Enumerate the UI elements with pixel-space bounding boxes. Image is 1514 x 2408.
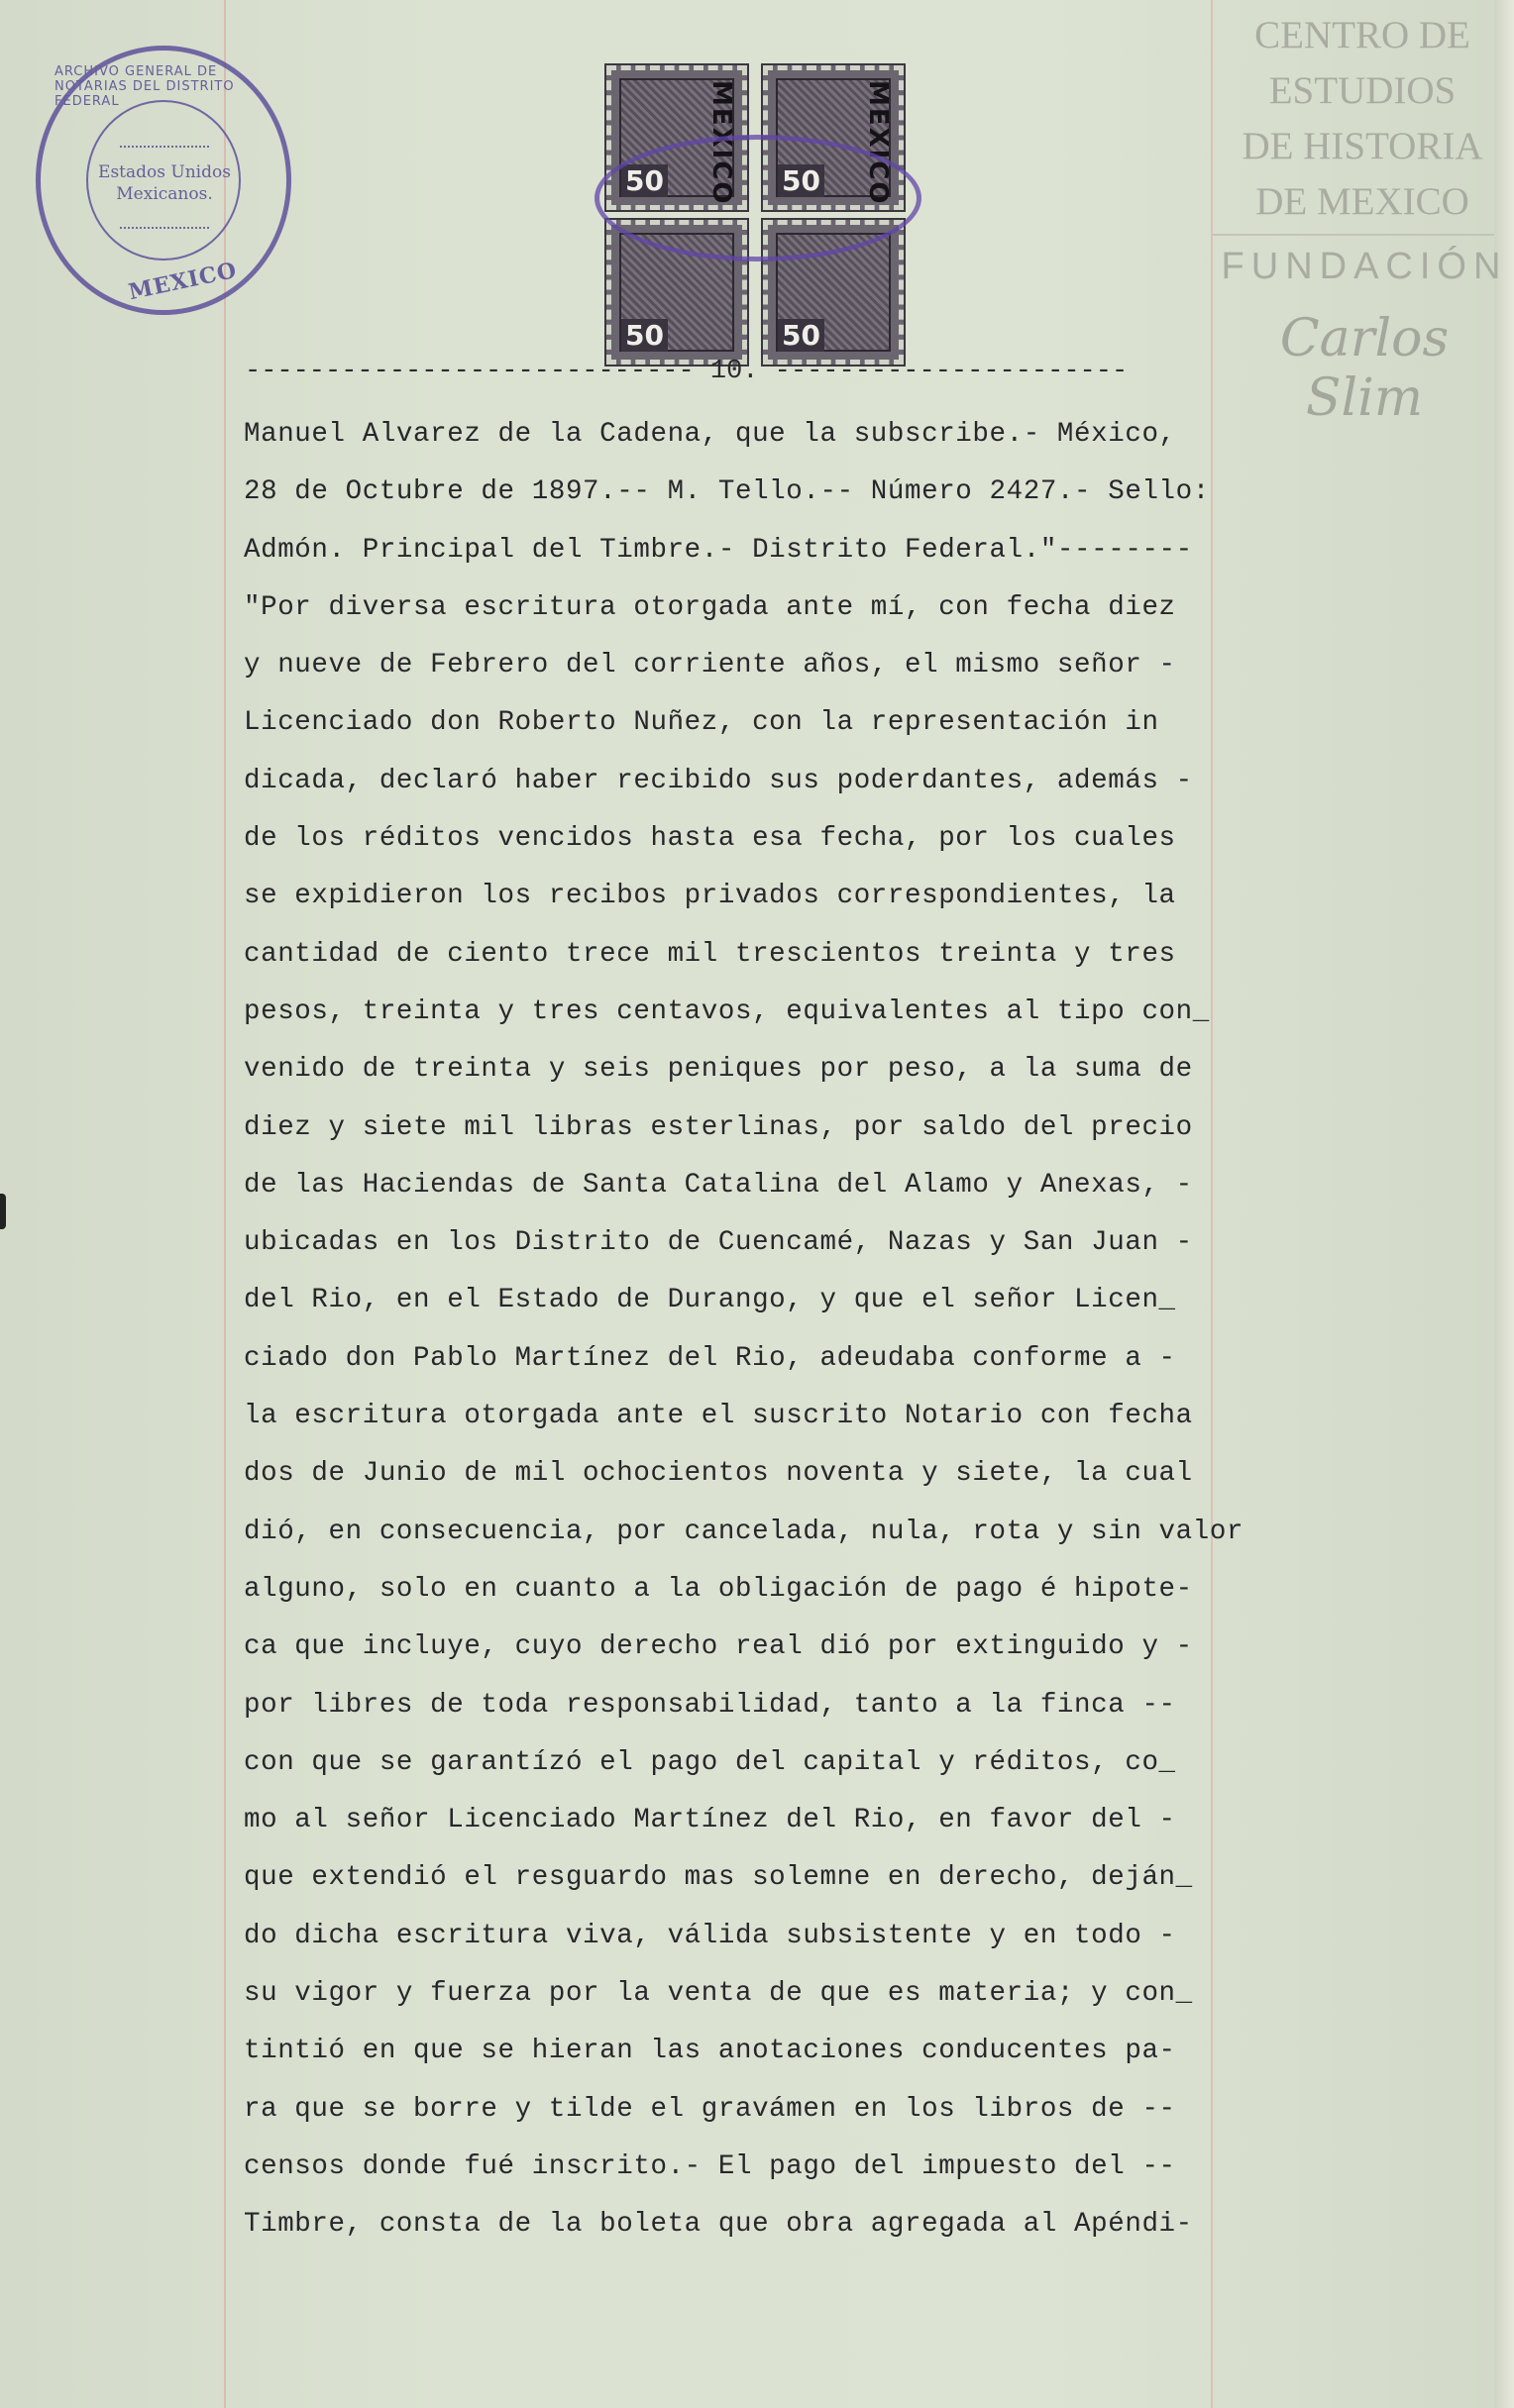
text-line: do dicha escritura viva, válida subsistente y en todo - xyxy=(244,1920,1176,1951)
seal-center-text xyxy=(90,161,239,205)
archive-watermark xyxy=(1219,8,1506,230)
seal-divider xyxy=(120,227,209,229)
watermark-line: DE MEXICO xyxy=(1255,180,1469,223)
watermark-line: CENTRO DE xyxy=(1254,14,1470,56)
text-line: de los réditos vencidos hasta esa fecha, por los cuales xyxy=(244,823,1176,855)
text-line: Licenciado don Roberto Nuñez, con la representación in xyxy=(244,707,1159,739)
text-line: Manuel Alvarez de la Cadena, que la subscribe.- México, xyxy=(244,419,1176,450)
text-line: por libres de toda responsabilidad, tanto a la finca -- xyxy=(244,1689,1176,1721)
watermark-divider xyxy=(1213,234,1494,236)
text-line: y nueve de Febrero del corriente años, el mismo señor - xyxy=(244,650,1176,681)
stamp-value: 50 xyxy=(778,319,824,352)
seal-bottom-text: MEXICO xyxy=(126,257,240,306)
watermark-line: DE HISTORIA xyxy=(1242,125,1483,167)
text-line: tintió en que se hieran las anotaciones conducentes pa- xyxy=(244,2036,1176,2067)
seal-line: Mexicanos. xyxy=(116,184,213,204)
text-line: ca que incluye, cuyo derecho real dió por extinguido y - xyxy=(244,1631,1193,1663)
text-line: la escritura otorgada ante el suscrito Notario con fecha xyxy=(244,1401,1193,1432)
document-body xyxy=(244,406,1244,2254)
text-line: que extendió el resguardo mas solemne en derecho, deján_ xyxy=(244,1862,1193,1894)
binding-mark xyxy=(0,1194,6,1229)
text-line: del Rio, en el Estado de Durango, y que el señor Licen_ xyxy=(244,1285,1176,1316)
text-line: de las Haciendas de Santa Catalina del Alamo y Anexas, - xyxy=(244,1169,1193,1201)
text-line: ciado don Pablo Martínez del Rio, adeudaba conforme a - xyxy=(244,1342,1176,1374)
stamp-value: 50 xyxy=(778,164,824,197)
text-line: mo al señor Licenciado Martínez del Rio, en favor del - xyxy=(244,1805,1176,1836)
watermark-foundation: FUNDACIÓN xyxy=(1221,246,1508,287)
text-line: Timbre, consta de la boleta que obra agregada al Apéndi- xyxy=(244,2209,1193,2241)
stamp-value: 50 xyxy=(621,319,668,352)
notary-seal xyxy=(36,46,291,315)
text-line: dió, en consecuencia, por cancelada, nula, rota y sin valor xyxy=(244,1516,1244,1547)
watermark-signature: Carlos Slim xyxy=(1279,309,1450,428)
text-line: su vigor y fuerza por la venta de que es materia; y con_ xyxy=(244,1978,1193,2010)
text-line: venido de treinta y seis peniques por peso, a la suma de xyxy=(244,1054,1193,1086)
text-line: diez y siete mil libras esterlinas, por saldo del precio xyxy=(244,1111,1193,1143)
stamp-overprint: MEXICO xyxy=(863,80,893,206)
stamp-overprint: MEXICO xyxy=(706,80,736,206)
text-line: con que se garantízó el pago del capital y réditos, co_ xyxy=(244,1746,1176,1778)
left-margin-rule xyxy=(224,0,226,2408)
text-line: alguno, solo en cuanto a la obligación de pago é hipote- xyxy=(244,1573,1193,1605)
page-number-line: ---------------------------- 10. ---------------------- xyxy=(245,357,1129,386)
text-line: ubicadas en los Distrito de Cuencamé, Nazas y San Juan - xyxy=(244,1227,1193,1259)
text-line: pesos, treinta y tres centavos, equivalentes al tipo con_ xyxy=(244,995,1210,1027)
text-line: se expidieron los recibos privados correspondientes, la xyxy=(244,881,1176,912)
text-line: 28 de Octubre de 1897.-- M. Tello.-- Número 2427.- Sello: xyxy=(244,476,1210,508)
text-line: cantidad de ciento trece mil trescientos treinta y tres xyxy=(244,938,1176,970)
text-line: "Por diversa escritura otorgada ante mí, con fecha diez xyxy=(244,591,1176,623)
revenue-stamps xyxy=(606,65,916,372)
text-line: Admón. Principal del Timbre.- Distrito Federal."-------- xyxy=(244,534,1193,566)
seal-arc-text: ARCHIVO GENERAL DE NOTARIAS DEL DISTRITO FEDERAL xyxy=(54,64,235,109)
text-line: dos de Junio de mil ochocientos noventa y siete, la cual xyxy=(244,1458,1193,1490)
seal-line: Estados Unidos xyxy=(98,162,231,182)
text-line: dicada, declaró haber recibido sus poderdantes, además - xyxy=(244,765,1193,796)
watermark-line: ESTUDIOS xyxy=(1268,69,1457,112)
seal-divider xyxy=(120,146,209,148)
text-line: censos donde fué inscrito.- El pago del impuesto del -- xyxy=(244,2150,1176,2182)
text-line: ra que se borre y tilde el gravámen en los libros de -- xyxy=(244,2093,1176,2125)
cancellation-mark xyxy=(595,135,921,262)
stamp-value: 50 xyxy=(621,164,668,197)
